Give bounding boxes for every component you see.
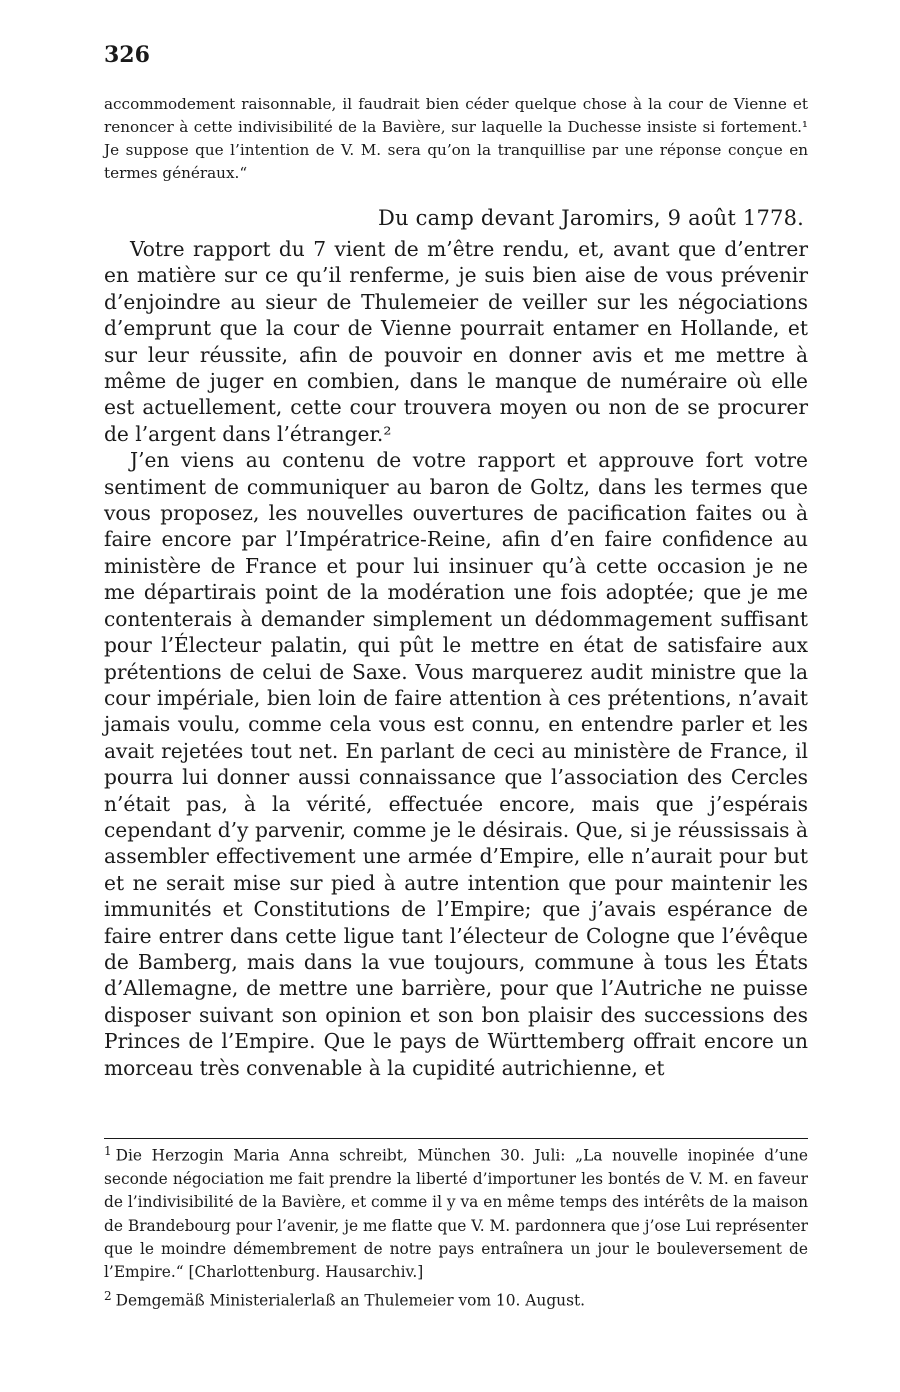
dateline: Du camp devant Jaromirs, 9 août 1778.	[377, 206, 804, 230]
quoted-letter-excerpt	[104, 93, 808, 185]
footnote-marker: 1	[104, 1144, 112, 1158]
body-paragraph-1: Votre rapport du 7 vient de m’être rendu, et, avant que d’entrer en matière sur ce qu’il renferme, je suis bien aise de vous prévenir d’enjoindre au sieur de Thulemeier de veiller sur les négociations d’emprunt que la cour de Vienne pourrait entamer en Hollande, et sur leur réussite, afin de pouvoir en donner avis et me mettre à même de juger en combien, dans le manque de numéraire où elle est actuellement, cette cour trouvera moyen ou non de se procurer de l’argent dans l’étranger.²	[104, 237, 808, 446]
footnote-1	[104, 1140, 808, 1285]
letter-body	[104, 236, 808, 1081]
footnote-marker: 2	[104, 1288, 112, 1303]
page-number: 326	[104, 42, 150, 68]
footnotes	[104, 1138, 808, 1313]
footnote-2	[104, 1285, 808, 1313]
footnote-text: Demgemäß Ministerialerlaß an Thulemeier vom 10. August.	[115, 1291, 586, 1310]
footnote-text: Die Herzogin Maria Anna schreibt, München 30. Juli: „La nouvelle inopinée d’une seconde négociation me fait prendre la liberté d’importuner les bontés de V. M. en faveur de l’indivisibilité de la Bavière, et comme il y va en même temps des intérêts de la maison de Brandebourg pour l’avenir, je me flatte que V. M. pardonnera que j’ose Lui représenter que le moindre démembrement de notre pays entraînera un jour le bouleversement de l’Empire.“ [Charlottenburg. Hausarchiv.]	[104, 1146, 808, 1282]
quote-paragraph: accommodement raisonnable, il faudrait bien céder quelque chose à la cour de Vienne et renoncer à cette indivisibilité de la Bavière, sur laquelle la Duchesse insiste si fortement.¹ Je suppose que l’intention de V. M. sera qu’on la tranquillise par une réponse conçue en termes généraux.“	[104, 95, 808, 182]
body-paragraph-2: J’en viens au contenu de votre rapport et approuve fort votre sentiment de communiquer au baron de Goltz, dans les termes que vous proposez, les nouvelles ouvertures de pacification faites ou à faire encore par l’Impératrice-Reine, afin d’en faire confidence au ministère de France et pour lui insinuer qu’à cette occasion je ne me départirais point de la modération une fois adoptée; que je me contenterais à demander simplement un dédommagement suffisant pour l’Électeur palatin, qui pût le mettre en état de satisfaire aux prétentions de celui de Saxe. Vous marquerez audit ministre que la cour impériale, bien loin de faire attention à ces prétentions, n’avait jamais voulu, comme cela vous est connu, en entendre parler et les avait rejetées tout net. En parlant de ceci au ministère de France, il pourra lui donner aussi connaissance que l’association des Cercles n’était pas, à la vérité, effectuée encore, mais que j’espérais cependant d’y parvenir, comme je le désirais. Que, si je réussissais à assembler effectivement une armée d’Empire, elle n’aurait pour but et ne serait mise sur pied à autre intention que pour maintenir les immunités et Constitutions de l’Empire; que j’avais espérance de faire entrer dans cette ligue tant l’électeur de Cologne que l’évêque de Bamberg, mais dans la vue toujours, commune à tous les États d’Allemagne, de mettre une barrière, pour que l’Autriche ne puisse disposer suivant son opinion et son bon plaisir des successions des Princes de l’Empire. Que le pays de Württemberg offrait encore un morceau très convenable à la cupidité autrichienne, et	[104, 448, 808, 1080]
